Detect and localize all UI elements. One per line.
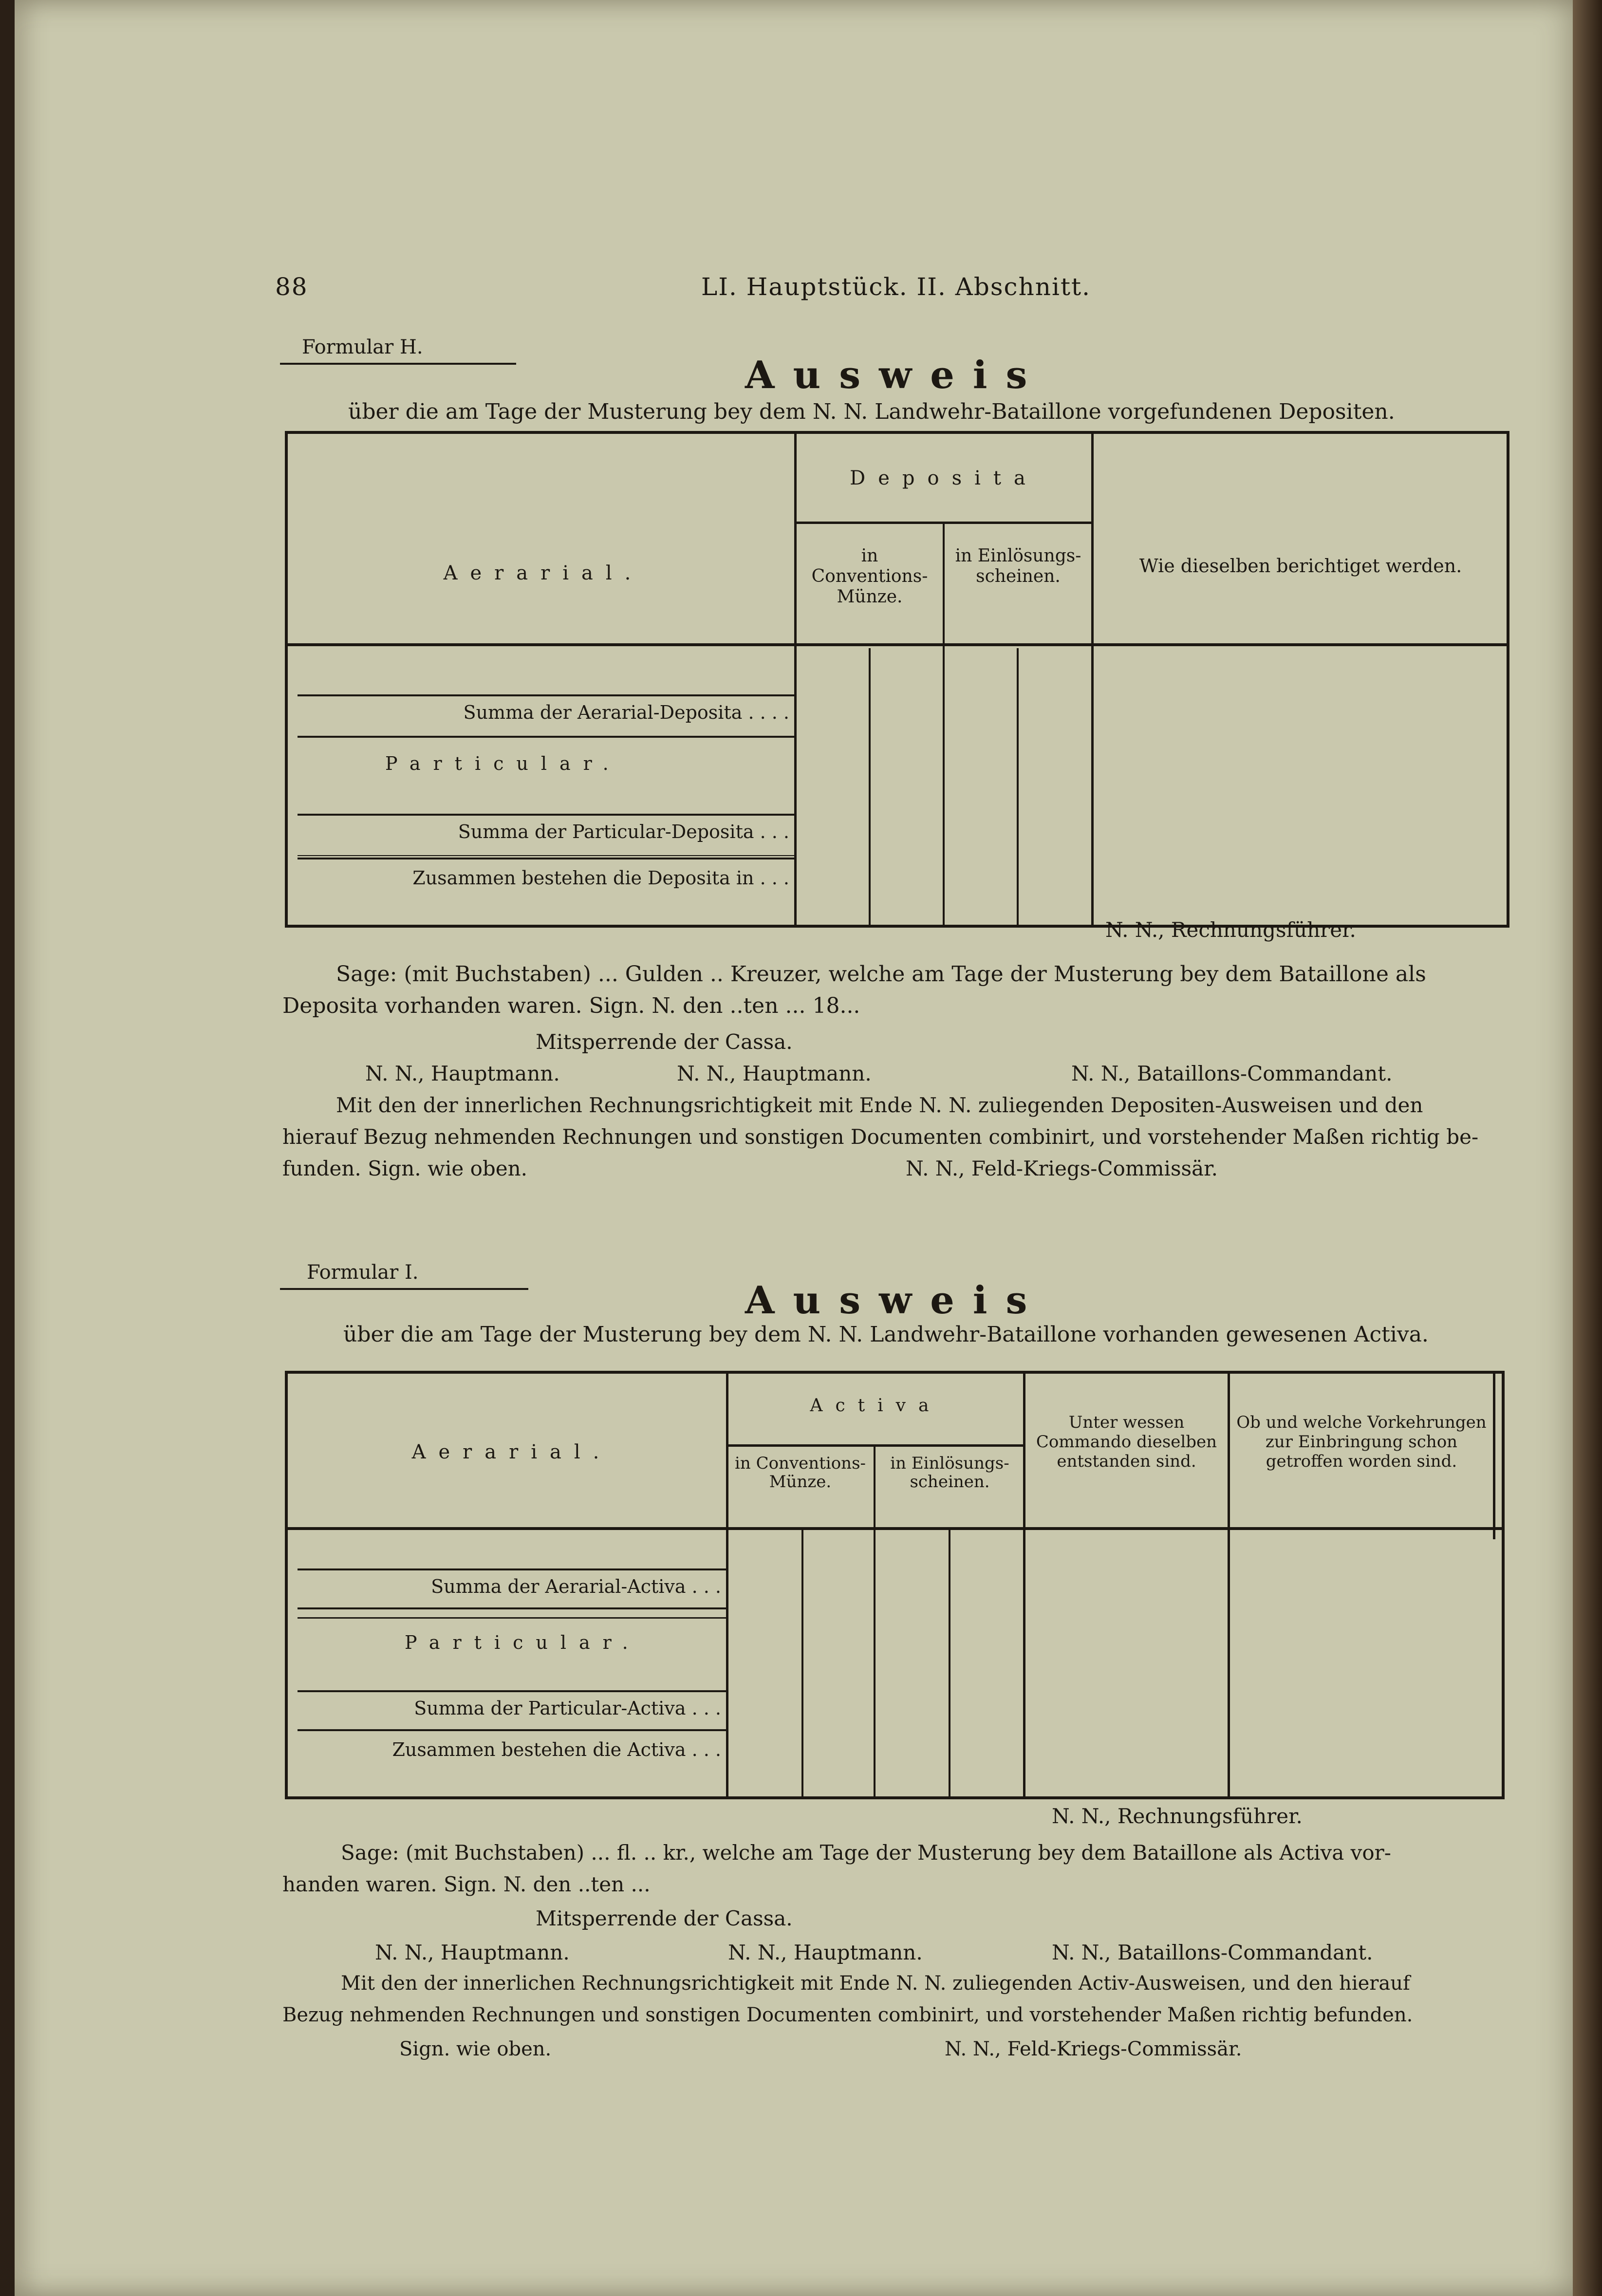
form-i-mitsperrende: Mitsperrende der Cassa. <box>536 1906 793 1930</box>
form-h-mitsperrende: Mitsperrende der Cassa. <box>536 1030 793 1054</box>
form-i-row-total: Zusammen bestehen die Activa . . . <box>392 1739 721 1760</box>
form-i-para1-line2: handen waren. Sign. N. den ..ten ... <box>282 1872 651 1896</box>
form-i-col-vorkehrungen: Ob und welche Vorkehrungen zur Einbringung schon getroffen worden sind. <box>1236 1413 1487 1471</box>
form-h-row-sum-particular: Summa der Particular-Deposita . . . <box>458 821 789 842</box>
form-h-sig-hauptmann-2: N. N., Hauptmann. <box>677 1062 872 1085</box>
form-h-para1-line1: Sage: (mit Buchstaben) ... Gulden .. Kreuzer, welche am Tage der Musterung bey dem Bataillone als <box>336 962 1426 987</box>
form-i-subtitle: über die am Tage der Musterung bey dem N. N. Landwehr-Bataillone vorhanden gewesenen Activa. <box>343 1322 1429 1347</box>
form-h-row-sum-aerarial: Summa der Aerarial-Deposita . . . . <box>463 702 789 723</box>
form-h-table <box>285 431 1509 928</box>
form-i-para2-line3: Sign. wie oben. <box>399 2038 552 2060</box>
form-i-sig-commandant: N. N., Bataillons-Commandant. <box>1052 1941 1373 1964</box>
form-h-col-deposita: Deposita <box>850 467 1038 489</box>
book-binding <box>1573 0 1602 2296</box>
form-i-title: Ausweis <box>745 1278 1046 1323</box>
form-i-label-rule <box>280 1288 528 1290</box>
form-h-sig-commissaer: N. N., Feld-Kriegs-Commissär. <box>906 1157 1218 1180</box>
form-i-row-particular: Particular. <box>405 1632 641 1653</box>
form-h-title: Ausweis <box>745 353 1046 397</box>
form-h-col-conventions: in Conventions-Münze. <box>811 546 928 607</box>
form-i-signer: N. N., Rechnungsführer. <box>1052 1804 1303 1828</box>
form-i-label: Formular I. <box>307 1261 419 1284</box>
form-h-label-rule <box>280 363 516 365</box>
form-h-col-aerarial: Aerarial. <box>443 562 644 584</box>
form-h-para2-line1: Mit den der innerlichen Rechnungsrichtigkeit mit Ende N. N. zuliegenden Depositen-Ausweisen und den <box>336 1093 1423 1117</box>
form-i-col-einloesung: in Einlösungs-scheinen. <box>890 1454 1009 1492</box>
form-i-para2-line1: Mit den der innerlichen Rechnungsrichtigkeit mit Ende N. N. zuliegenden Activ-Ausweisen, und den hierauf <box>341 1972 1410 1995</box>
form-h-row-particular: Particular. <box>385 753 621 774</box>
form-i-col-conventions: in Conventions-Münze. <box>734 1454 866 1492</box>
form-i-col-aerarial: Aerarial. <box>411 1441 612 1463</box>
form-h-col-remark: Wie dieselben berichtiget werden. <box>1139 555 1462 577</box>
form-h-label: Formular H. <box>302 336 423 358</box>
page-number: 88 <box>275 273 308 301</box>
form-i-para1-line1: Sage: (mit Buchstaben) ... fl. .. kr., welche am Tage der Musterung bey dem Bataillone als Activa vor- <box>341 1841 1391 1865</box>
form-h-sig-commandant: N. N., Bataillons-Commandant. <box>1071 1062 1393 1085</box>
form-i-para2-line2: Bezug nehmenden Rechnungen und sonstigen Documenten combinirt, und vorstehender Maßen richtig befunden. <box>282 2004 1413 2026</box>
form-i-col-unter-wessen: Unter wessen Commando dieselben entstanden sind. <box>1036 1413 1217 1471</box>
running-head-title: LI. Hauptstück. II. Abschnitt. <box>701 273 1091 301</box>
form-h-para1-line2: Deposita vorhanden waren. Sign. N. den ..ten ... 18... <box>282 993 860 1018</box>
form-i-sig-commissaer: N. N., Feld-Kriegs-Commissär. <box>945 2038 1242 2060</box>
form-i-sig-hauptmann-2: N. N., Hauptmann. <box>728 1941 923 1964</box>
form-h-subtitle: über die am Tage der Musterung bey dem N. N. Landwehr-Bataillone vorgefundenen Depositen. <box>348 399 1395 424</box>
form-i-sig-hauptmann-1: N. N., Hauptmann. <box>375 1941 570 1964</box>
form-h-sig-hauptmann-1: N. N., Hauptmann. <box>365 1062 560 1085</box>
form-i-row-sum-aerarial: Summa der Aerarial-Activa . . . <box>431 1576 721 1597</box>
form-h-para2-line2: hierauf Bezug nehmenden Rechnungen und sonstigen Documenten combinirt, und vorstehender Maßen richtig be- <box>282 1125 1479 1149</box>
form-h-signer: N. N., Rechnungsführer. <box>1105 918 1356 942</box>
form-i-table <box>285 1371 1505 1799</box>
form-h-col-einloesung: in Einlösungs-scheinen. <box>955 546 1081 586</box>
form-h-para2-line3: funden. Sign. wie oben. <box>282 1157 527 1180</box>
form-i-row-sum-particular: Summa der Particular-Activa . . . <box>414 1698 721 1719</box>
form-i-col-activa: Activa <box>810 1396 942 1416</box>
form-h-row-total: Zusammen bestehen die Deposita in . . . <box>412 867 789 889</box>
